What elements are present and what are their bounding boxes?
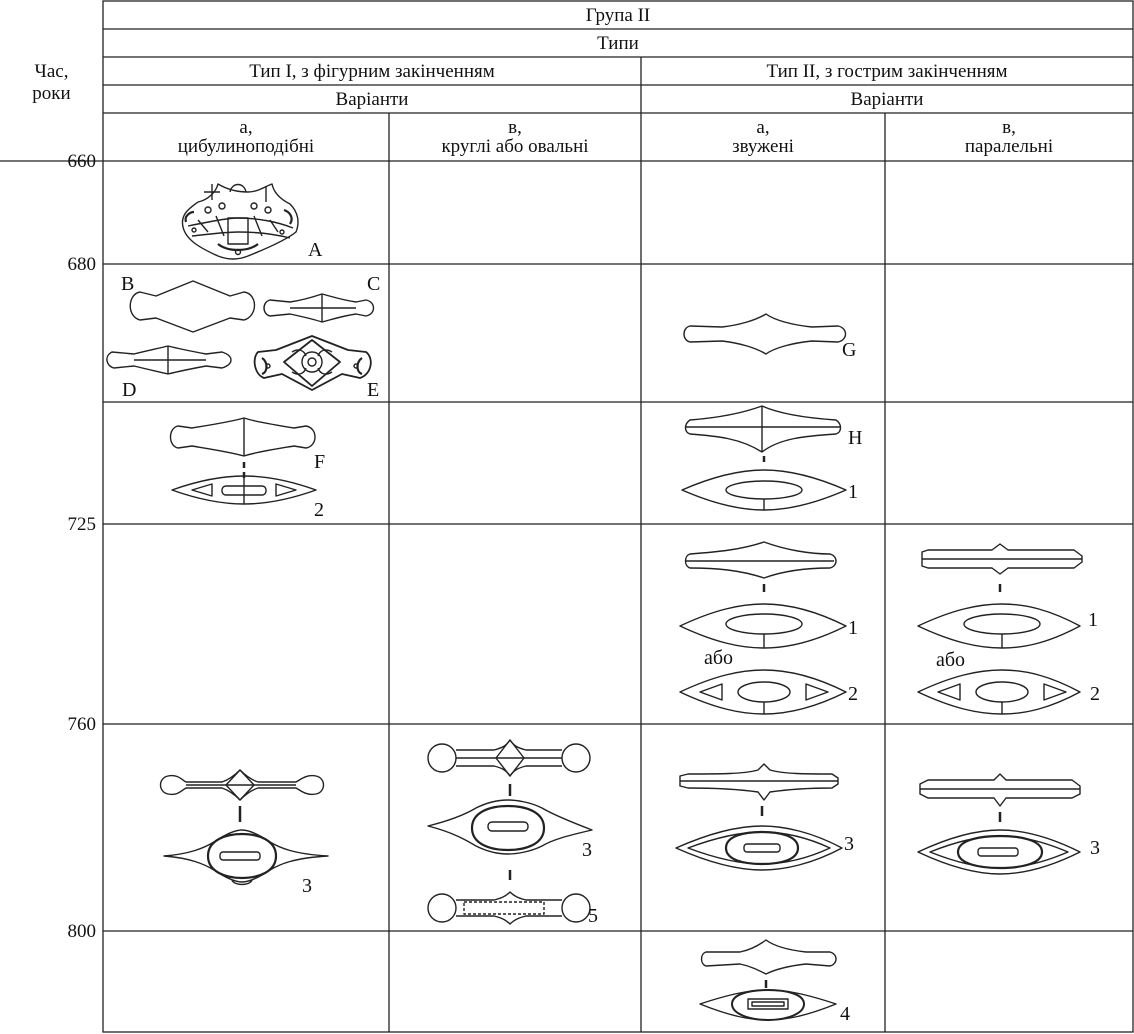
label-5-b1: 5 (588, 905, 598, 927)
plate-3-b1 (428, 800, 592, 880)
type2-variants-label: Варіанти (850, 89, 924, 110)
label-2-a2: 2 (848, 683, 858, 705)
artifact-a2-725 (686, 542, 837, 592)
label-3-a1: 3 (302, 875, 312, 897)
artifact-a (182, 184, 298, 259)
year-760: 760 (67, 714, 96, 735)
time-label-line1: Час, (34, 61, 69, 82)
label-4-a2: 4 (840, 1003, 850, 1025)
plate-2-a2 (680, 670, 846, 714)
type1-heading: Тип I, з фігурним закінченням (249, 61, 495, 82)
artifact-b (130, 281, 254, 332)
artifact-f (171, 418, 316, 478)
label-or-a2: або (704, 647, 734, 669)
label-1-a2-top: 1 (848, 481, 858, 503)
year-725: 725 (67, 514, 96, 535)
year-800: 800 (67, 921, 96, 942)
artifact-5-b1 (428, 892, 590, 924)
types-label: Типи (597, 33, 639, 54)
type2-heading: Тип II, з гострим закінченням (766, 61, 1008, 82)
label-d: D (122, 379, 137, 401)
year-660: 660 (67, 151, 96, 172)
label-2-a1: 2 (314, 499, 324, 521)
col-b2-name: паралельні (964, 136, 1054, 157)
label-a: A (308, 239, 323, 261)
col-b2-letter: в, (1002, 117, 1016, 138)
plate-2-a1 (172, 476, 316, 504)
artifact-a2-760 (680, 764, 838, 816)
artifact-c (264, 294, 374, 322)
label-3-b2: 3 (1090, 837, 1100, 859)
label-g: G (842, 339, 857, 361)
label-e: E (367, 379, 380, 401)
label-3-a2: 3 (844, 833, 854, 855)
label-3-b1: 3 (582, 839, 592, 861)
artifact-d (107, 346, 231, 374)
label-c: C (367, 273, 381, 295)
label-b: B (121, 273, 135, 295)
artifact-a2-800 (702, 940, 837, 988)
label-1-b2: 1 (1088, 609, 1098, 631)
label-f: F (314, 451, 326, 473)
artifact-e (255, 336, 371, 390)
col-b1-name: круглі або овальні (441, 136, 589, 157)
plate-1-b2 (918, 604, 1080, 648)
artifact-a1-760 (161, 770, 324, 822)
type1-variants-label: Варіанти (335, 89, 409, 110)
col-a2-letter: а, (756, 117, 770, 138)
plate-3-a2 (676, 826, 842, 870)
col-a1-name: цибулиноподібні (177, 136, 315, 157)
artifact-b1-760 (428, 740, 590, 796)
col-b1-letter: в, (508, 117, 522, 138)
group-title: Група II (585, 5, 651, 26)
label-or-b2: або (936, 649, 966, 671)
artifact-h (686, 406, 841, 462)
label-h: H (848, 427, 863, 449)
plate-4-a2 (700, 990, 836, 1020)
plate-1-a2-top (682, 470, 846, 510)
plate-3-b2 (918, 830, 1080, 874)
year-680: 680 (67, 254, 96, 275)
label-2-b2: 2 (1090, 683, 1100, 705)
label-1-a2: 1 (848, 617, 858, 639)
artifact-b2-760 (920, 774, 1080, 822)
time-label-line2: роки (32, 83, 71, 104)
plate-1-a2-mid (680, 604, 846, 648)
col-a1-letter: а, (239, 117, 253, 138)
artifact-g (684, 314, 846, 354)
artifact-b2-725 (922, 544, 1082, 592)
plate-2-b2 (918, 670, 1080, 714)
col-a2-name: звужені (732, 136, 794, 157)
